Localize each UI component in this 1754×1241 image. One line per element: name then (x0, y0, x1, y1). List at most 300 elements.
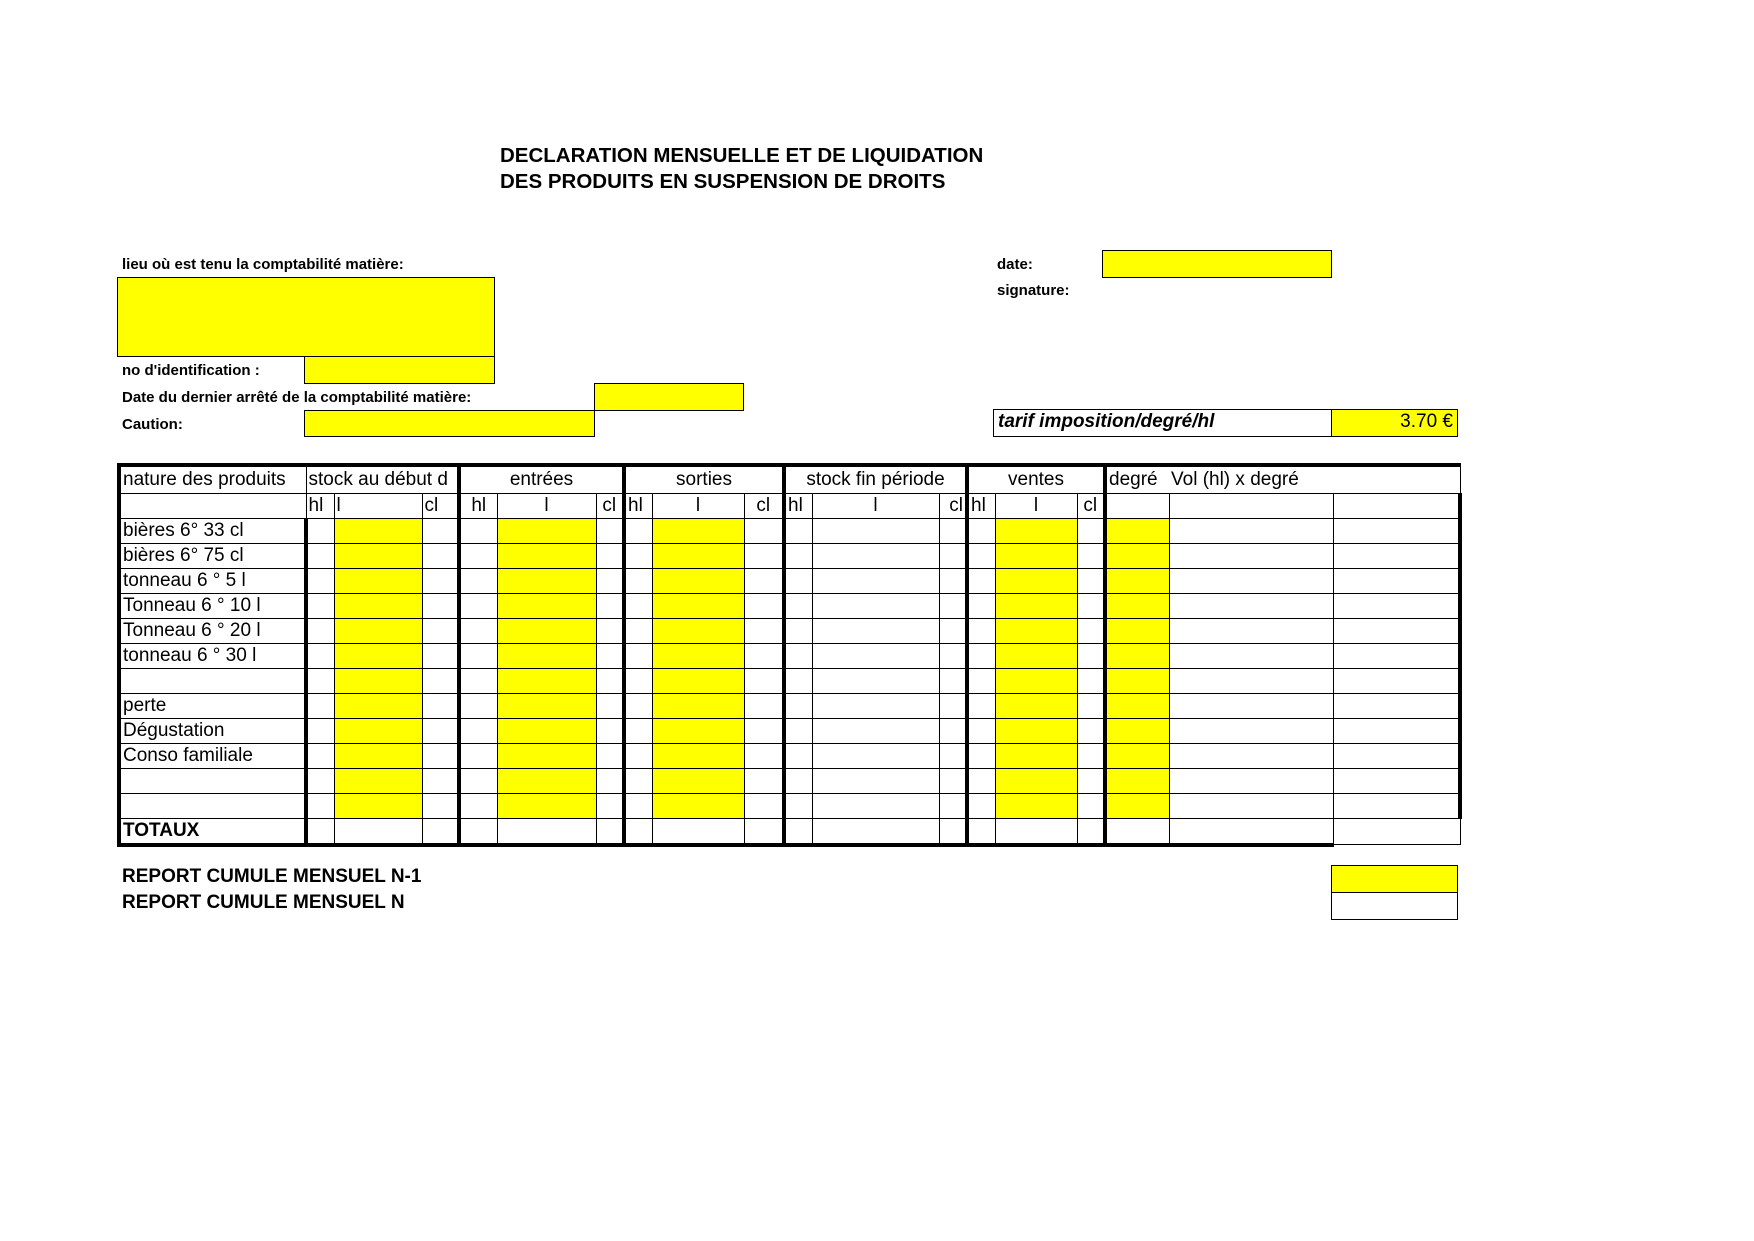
cell-entrees-hl[interactable] (459, 743, 497, 768)
report-n-minus-1-input[interactable] (1331, 865, 1458, 893)
cell-montant[interactable] (1333, 643, 1460, 668)
totals-row (119, 818, 1460, 845)
header-stock-debut: stock au début d (306, 465, 459, 493)
cell-stock-debut-cl[interactable] (422, 643, 459, 668)
unit-l: l (652, 493, 744, 518)
cell-ventes-l[interactable] (995, 668, 1077, 693)
cell-ventes-hl[interactable] (967, 718, 995, 743)
cell-entrees-hl[interactable] (459, 543, 497, 568)
cell-stock-debut-cl[interactable] (422, 518, 459, 543)
cell-ventes-l[interactable] (995, 543, 1077, 568)
cell-sorties-l[interactable] (652, 593, 744, 618)
unit-cl: cl (596, 493, 624, 518)
total-vol-degre[interactable] (1169, 818, 1333, 845)
cell-stock-debut-l[interactable] (334, 568, 422, 593)
unit-hl: hl (967, 493, 995, 518)
cell-sorties-l[interactable] (652, 518, 744, 543)
cell-stock-debut-l[interactable] (334, 718, 422, 743)
cell-ventes-hl[interactable] (967, 793, 995, 818)
units-row (119, 493, 1460, 518)
cell-degre[interactable] (1105, 518, 1169, 543)
cell-ventes-hl[interactable] (967, 593, 995, 618)
cell-sorties-l[interactable] (652, 543, 744, 568)
cell-stock-fin-hl[interactable] (784, 568, 812, 593)
cell-entrees-cl[interactable] (596, 643, 624, 668)
unit-cl: cl (422, 493, 459, 518)
cell-montant[interactable] (1333, 693, 1460, 718)
cell-entrees-l[interactable] (497, 718, 596, 743)
table-row (119, 568, 1460, 593)
total-entrees-hl[interactable] (459, 818, 497, 845)
lieu-input[interactable] (117, 277, 495, 357)
cell-sorties-hl[interactable] (624, 668, 652, 693)
unit-hl: hl (784, 493, 812, 518)
cell-degre[interactable] (1105, 693, 1169, 718)
cell-stock-fin-l[interactable] (812, 618, 939, 643)
cell-ventes-hl[interactable] (967, 768, 995, 793)
title-line-1: DECLARATION MENSUELLE ET DE LIQUIDATION (500, 144, 984, 167)
cell-stock-fin-cl[interactable] (939, 593, 967, 618)
cell-montant[interactable] (1333, 518, 1460, 543)
cell-ventes-cl[interactable] (1077, 793, 1105, 818)
header-ventes: ventes (967, 465, 1105, 493)
cell-degre[interactable] (1105, 643, 1169, 668)
cell-sorties-cl[interactable] (744, 668, 784, 693)
total-entrees-l[interactable] (497, 818, 596, 845)
header-degre: degré (1105, 465, 1169, 493)
table-row (119, 743, 1460, 768)
cell-vol-degre[interactable] (1169, 543, 1333, 568)
unit-l: l (334, 493, 422, 518)
cell-entrees-cl[interactable] (596, 693, 624, 718)
cell-sorties-hl[interactable] (624, 743, 652, 768)
cell-ventes-hl[interactable] (967, 618, 995, 643)
cell-stock-debut-cl[interactable] (422, 718, 459, 743)
cell-ventes-hl[interactable] (967, 543, 995, 568)
table-row (119, 793, 1460, 818)
cell-stock-debut-cl[interactable] (422, 543, 459, 568)
cell-montant[interactable] (1333, 568, 1460, 593)
declaration-table (117, 463, 1462, 847)
title-line-2: DES PRODUITS EN SUSPENSION DE DROITS (500, 170, 946, 193)
cell-entrees-cl[interactable] (596, 568, 624, 593)
cell-sorties-hl[interactable] (624, 768, 652, 793)
cell-stock-fin-l[interactable] (812, 743, 939, 768)
cell-sorties-hl[interactable] (624, 568, 652, 593)
cell-stock-fin-cl[interactable] (939, 768, 967, 793)
unit-blank (1105, 493, 1169, 518)
cell-stock-debut-l[interactable] (334, 743, 422, 768)
cell-sorties-l[interactable] (652, 793, 744, 818)
total-sorties-cl[interactable] (744, 818, 784, 845)
unit-cl: cl (744, 493, 784, 518)
cell-stock-debut-l[interactable] (334, 768, 422, 793)
cell-sorties-hl[interactable] (624, 518, 652, 543)
cell-stock-debut-l[interactable] (334, 543, 422, 568)
header-stock-fin: stock fin période (784, 465, 967, 493)
cell-ventes-l[interactable] (995, 693, 1077, 718)
cell-ventes-cl[interactable] (1077, 768, 1105, 793)
table-row (119, 518, 1460, 543)
total-stock-debut-hl[interactable] (306, 818, 334, 845)
cell-entrees-l[interactable] (497, 568, 596, 593)
cell-entrees-hl[interactable] (459, 618, 497, 643)
cell-stock-debut-hl[interactable] (306, 768, 334, 793)
tarif-value[interactable]: 3.70 € (1331, 409, 1458, 437)
row-label: bières 6° 33 cl (119, 518, 306, 543)
cell-sorties-l[interactable] (652, 693, 744, 718)
cell-stock-debut-cl[interactable] (422, 793, 459, 818)
unit-l: l (497, 493, 596, 518)
report-n-minus-1-label: REPORT CUMULE MENSUEL N-1 (122, 866, 422, 887)
cell-entrees-hl[interactable] (459, 718, 497, 743)
cell-stock-fin-l[interactable] (812, 668, 939, 693)
cell-montant[interactable] (1333, 768, 1460, 793)
cell-sorties-cl[interactable] (744, 768, 784, 793)
cell-sorties-cl[interactable] (744, 793, 784, 818)
cell-entrees-l[interactable] (497, 518, 596, 543)
cell-sorties-l[interactable] (652, 743, 744, 768)
cell-stock-debut-cl[interactable] (422, 618, 459, 643)
cell-stock-debut-cl[interactable] (422, 568, 459, 593)
cell-degre[interactable] (1105, 618, 1169, 643)
cell-entrees-l[interactable] (497, 618, 596, 643)
cell-entrees-cl[interactable] (596, 768, 624, 793)
cell-entrees-hl[interactable] (459, 793, 497, 818)
cell-stock-debut-hl[interactable] (306, 568, 334, 593)
cell-montant[interactable] (1333, 618, 1460, 643)
total-stock-fin-l[interactable] (812, 818, 939, 845)
cell-sorties-cl[interactable] (744, 718, 784, 743)
cell-stock-fin-l[interactable] (812, 568, 939, 593)
identification-input[interactable] (304, 356, 495, 384)
row-label: Conso familiale (119, 743, 306, 768)
unit-hl: hl (459, 493, 497, 518)
cell-stock-debut-cl[interactable] (422, 593, 459, 618)
cell-stock-fin-cl[interactable] (939, 543, 967, 568)
cell-stock-debut-hl[interactable] (306, 793, 334, 818)
cell-degre[interactable] (1105, 593, 1169, 618)
cell-entrees-l[interactable] (497, 693, 596, 718)
cell-entrees-l[interactable] (497, 543, 596, 568)
cell-ventes-hl[interactable] (967, 643, 995, 668)
cell-entrees-cl[interactable] (596, 543, 624, 568)
cell-ventes-cl[interactable] (1077, 618, 1105, 643)
row-label: Tonneau 6 ° 10 l (119, 593, 306, 618)
cell-sorties-hl[interactable] (624, 793, 652, 818)
cell-sorties-hl[interactable] (624, 593, 652, 618)
cell-stock-debut-l[interactable] (334, 693, 422, 718)
cell-ventes-hl[interactable] (967, 668, 995, 693)
cell-vol-degre[interactable] (1169, 568, 1333, 593)
cell-stock-fin-cl[interactable] (939, 693, 967, 718)
total-stock-fin-cl[interactable] (939, 818, 967, 845)
total-ventes-cl[interactable] (1077, 818, 1105, 845)
cell-sorties-cl[interactable] (744, 643, 784, 668)
cell-ventes-hl[interactable] (967, 743, 995, 768)
cell-entrees-l[interactable] (497, 743, 596, 768)
cell-sorties-l[interactable] (652, 568, 744, 593)
cell-stock-fin-l[interactable] (812, 518, 939, 543)
cell-entrees-cl[interactable] (596, 793, 624, 818)
cell-entrees-l[interactable] (497, 668, 596, 693)
cell-stock-fin-hl[interactable] (784, 793, 812, 818)
cell-stock-fin-hl[interactable] (784, 618, 812, 643)
cell-stock-fin-cl[interactable] (939, 668, 967, 693)
cell-stock-debut-hl[interactable] (306, 743, 334, 768)
row-label: Tonneau 6 ° 20 l (119, 618, 306, 643)
cell-stock-debut-l[interactable] (334, 518, 422, 543)
cell-stock-debut-l[interactable] (334, 643, 422, 668)
cell-stock-debut-cl[interactable] (422, 668, 459, 693)
cell-stock-debut-l[interactable] (334, 593, 422, 618)
cell-entrees-hl[interactable] (459, 693, 497, 718)
cell-entrees-cl[interactable] (596, 743, 624, 768)
cell-vol-degre[interactable] (1169, 643, 1333, 668)
cell-ventes-cl[interactable] (1077, 568, 1105, 593)
cell-sorties-hl[interactable] (624, 543, 652, 568)
cell-sorties-l[interactable] (652, 668, 744, 693)
cell-sorties-cl[interactable] (744, 518, 784, 543)
cell-ventes-l[interactable] (995, 518, 1077, 543)
cell-entrees-hl[interactable] (459, 518, 497, 543)
cell-degre[interactable] (1105, 668, 1169, 693)
cell-ventes-l[interactable] (995, 593, 1077, 618)
total-stock-debut-cl[interactable] (422, 818, 459, 845)
row-label (119, 668, 306, 693)
cell-entrees-hl[interactable] (459, 643, 497, 668)
cell-stock-fin-cl[interactable] (939, 643, 967, 668)
row-label: bières 6° 75 cl (119, 543, 306, 568)
cell-vol-degre[interactable] (1169, 518, 1333, 543)
cell-stock-debut-l[interactable] (334, 668, 422, 693)
cell-montant[interactable] (1333, 718, 1460, 743)
cell-entrees-hl[interactable] (459, 768, 497, 793)
cell-vol-degre[interactable] (1169, 718, 1333, 743)
cell-stock-fin-hl[interactable] (784, 693, 812, 718)
cell-entrees-cl[interactable] (596, 593, 624, 618)
cell-entrees-l[interactable] (497, 593, 596, 618)
cell-ventes-cl[interactable] (1077, 518, 1105, 543)
cell-vol-degre[interactable] (1169, 668, 1333, 693)
cell-entrees-cl[interactable] (596, 668, 624, 693)
cell-ventes-cl[interactable] (1077, 668, 1105, 693)
cell-montant[interactable] (1333, 543, 1460, 568)
cell-sorties-hl[interactable] (624, 693, 652, 718)
total-degre[interactable] (1105, 818, 1169, 845)
cell-ventes-cl[interactable] (1077, 643, 1105, 668)
cell-stock-fin-l[interactable] (812, 793, 939, 818)
cell-sorties-cl[interactable] (744, 693, 784, 718)
cell-degre[interactable] (1105, 793, 1169, 818)
cell-entrees-hl[interactable] (459, 568, 497, 593)
header-entrees: entrées (459, 465, 624, 493)
cell-sorties-hl[interactable] (624, 718, 652, 743)
total-ventes-l[interactable] (995, 818, 1077, 845)
header-sorties: sorties (624, 465, 784, 493)
header-vol-degre: Vol (hl) x degré (1169, 465, 1460, 493)
cell-stock-fin-cl[interactable] (939, 518, 967, 543)
cell-stock-fin-hl[interactable] (784, 743, 812, 768)
table-row (119, 543, 1460, 568)
cell-ventes-cl[interactable] (1077, 543, 1105, 568)
date-arrete-label: Date du dernier arrêté de la comptabilité matière: (122, 389, 472, 406)
signature-label: signature: (997, 282, 1070, 299)
cell-ventes-l[interactable] (995, 743, 1077, 768)
cell-stock-debut-hl[interactable] (306, 643, 334, 668)
units-blank (119, 493, 306, 518)
cell-ventes-l[interactable] (995, 768, 1077, 793)
cell-sorties-l[interactable] (652, 643, 744, 668)
cell-stock-fin-hl[interactable] (784, 668, 812, 693)
unit-cl: cl (1077, 493, 1105, 518)
cell-ventes-cl[interactable] (1077, 718, 1105, 743)
cell-stock-fin-l[interactable] (812, 643, 939, 668)
caution-input[interactable] (304, 410, 595, 437)
total-montant[interactable] (1333, 818, 1460, 845)
cell-entrees-l[interactable] (497, 768, 596, 793)
table-row (119, 768, 1460, 793)
report-n-label: REPORT CUMULE MENSUEL N (122, 892, 405, 913)
cell-stock-debut-cl[interactable] (422, 768, 459, 793)
cell-vol-degre[interactable] (1169, 768, 1333, 793)
date-input[interactable] (1102, 250, 1332, 278)
cell-vol-degre[interactable] (1169, 618, 1333, 643)
cell-degre[interactable] (1105, 768, 1169, 793)
table-row (119, 643, 1460, 668)
cell-stock-fin-hl[interactable] (784, 643, 812, 668)
cell-degre[interactable] (1105, 718, 1169, 743)
table-row (119, 618, 1460, 643)
cell-entrees-l[interactable] (497, 793, 596, 818)
row-label: Dégustation (119, 718, 306, 743)
cell-stock-fin-hl[interactable] (784, 593, 812, 618)
cell-stock-fin-l[interactable] (812, 593, 939, 618)
cell-entrees-hl[interactable] (459, 668, 497, 693)
total-entrees-cl[interactable] (596, 818, 624, 845)
cell-stock-fin-l[interactable] (812, 693, 939, 718)
cell-sorties-l[interactable] (652, 768, 744, 793)
cell-stock-debut-hl[interactable] (306, 543, 334, 568)
cell-stock-fin-cl[interactable] (939, 743, 967, 768)
cell-montant[interactable] (1333, 593, 1460, 618)
cell-stock-debut-hl[interactable] (306, 668, 334, 693)
cell-stock-fin-hl[interactable] (784, 718, 812, 743)
row-label (119, 768, 306, 793)
cell-degre[interactable] (1105, 568, 1169, 593)
header-nature: nature des produits (119, 465, 306, 493)
unit-cl: cl (939, 493, 967, 518)
cell-stock-debut-cl[interactable] (422, 693, 459, 718)
cell-stock-fin-cl[interactable] (939, 568, 967, 593)
cell-sorties-hl[interactable] (624, 618, 652, 643)
cell-stock-fin-cl[interactable] (939, 618, 967, 643)
cell-ventes-l[interactable] (995, 618, 1077, 643)
cell-sorties-cl[interactable] (744, 568, 784, 593)
cell-ventes-l[interactable] (995, 718, 1077, 743)
cell-ventes-l[interactable] (995, 793, 1077, 818)
cell-sorties-l[interactable] (652, 618, 744, 643)
cell-ventes-cl[interactable] (1077, 593, 1105, 618)
row-label: tonneau 6 ° 5 l (119, 568, 306, 593)
cell-entrees-cl[interactable] (596, 518, 624, 543)
caution-label: Caution: (122, 416, 183, 433)
cell-entrees-cl[interactable] (596, 718, 624, 743)
page-title (500, 143, 983, 195)
cell-vol-degre[interactable] (1169, 743, 1333, 768)
cell-stock-fin-hl[interactable] (784, 543, 812, 568)
cell-ventes-hl[interactable] (967, 568, 995, 593)
cell-stock-fin-cl[interactable] (939, 718, 967, 743)
cell-ventes-l[interactable] (995, 568, 1077, 593)
cell-stock-debut-hl[interactable] (306, 618, 334, 643)
cell-entrees-hl[interactable] (459, 593, 497, 618)
cell-stock-fin-l[interactable] (812, 718, 939, 743)
cell-entrees-l[interactable] (497, 643, 596, 668)
cell-stock-fin-l[interactable] (812, 543, 939, 568)
table-row (119, 718, 1460, 743)
cell-vol-degre[interactable] (1169, 593, 1333, 618)
unit-hl: hl (624, 493, 652, 518)
total-ventes-hl[interactable] (967, 818, 995, 845)
cell-montant[interactable] (1333, 793, 1460, 818)
cell-stock-debut-hl[interactable] (306, 593, 334, 618)
cell-ventes-l[interactable] (995, 643, 1077, 668)
cell-stock-fin-hl[interactable] (784, 518, 812, 543)
cell-stock-debut-l[interactable] (334, 793, 422, 818)
cell-ventes-hl[interactable] (967, 518, 995, 543)
row-label: tonneau 6 ° 30 l (119, 643, 306, 668)
unit-hl: hl (306, 493, 334, 518)
cell-stock-debut-l[interactable] (334, 618, 422, 643)
cell-stock-debut-hl[interactable] (306, 718, 334, 743)
cell-stock-fin-cl[interactable] (939, 793, 967, 818)
cell-sorties-cl[interactable] (744, 543, 784, 568)
unit-blank (1169, 493, 1333, 518)
cell-degre[interactable] (1105, 543, 1169, 568)
report-n-input[interactable] (1331, 892, 1458, 920)
cell-stock-fin-hl[interactable] (784, 768, 812, 793)
cell-ventes-cl[interactable] (1077, 743, 1105, 768)
cell-stock-debut-cl[interactable] (422, 743, 459, 768)
date-label: date: (997, 256, 1033, 273)
table-row (119, 693, 1460, 718)
cell-stock-fin-l[interactable] (812, 768, 939, 793)
total-stock-debut-l[interactable] (334, 818, 422, 845)
cell-degre[interactable] (1105, 743, 1169, 768)
cell-sorties-cl[interactable] (744, 743, 784, 768)
total-stock-fin-hl[interactable] (784, 818, 812, 845)
cell-vol-degre[interactable] (1169, 693, 1333, 718)
row-label (119, 793, 306, 818)
cell-sorties-hl[interactable] (624, 643, 652, 668)
cell-montant[interactable] (1333, 668, 1460, 693)
unit-l: l (812, 493, 939, 518)
cell-sorties-cl[interactable] (744, 593, 784, 618)
cell-sorties-l[interactable] (652, 718, 744, 743)
cell-entrees-cl[interactable] (596, 618, 624, 643)
cell-stock-debut-hl[interactable] (306, 518, 334, 543)
cell-stock-debut-hl[interactable] (306, 693, 334, 718)
cell-vol-degre[interactable] (1169, 793, 1333, 818)
cell-ventes-cl[interactable] (1077, 693, 1105, 718)
total-sorties-l[interactable] (652, 818, 744, 845)
date-arrete-input[interactable] (594, 383, 744, 411)
cell-montant[interactable] (1333, 743, 1460, 768)
cell-ventes-hl[interactable] (967, 693, 995, 718)
cell-sorties-cl[interactable] (744, 618, 784, 643)
total-sorties-hl[interactable] (624, 818, 652, 845)
